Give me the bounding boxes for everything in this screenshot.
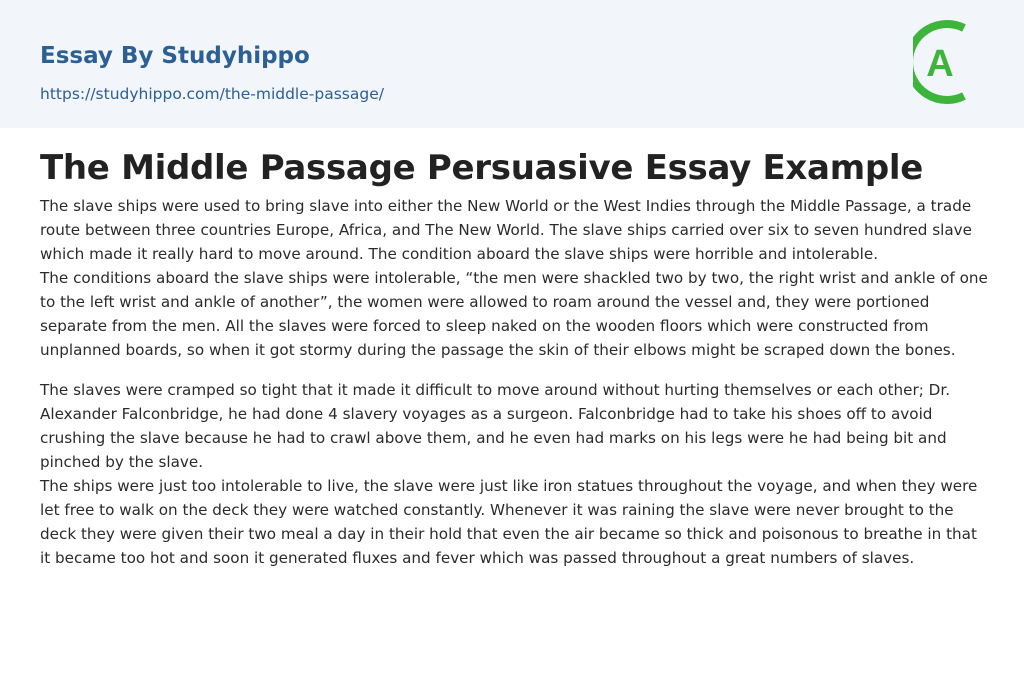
logo-letter: A (926, 43, 954, 85)
essay-paragraph: The conditions aboard the slave ships were intolerable, “the men were shackled two by two, the right wrist and ankle of one to the left wrist and ankle of another”, the women were allowed to roam around the vessel and, they were portioned separate from the men. All the slaves were forced to sleep naked on the wooden floors which were constructed from unplanned boards, so when it got stormy during the passage the skin of their elbows might be scraped down the bones. (40, 269, 988, 359)
essay-paragraph: The ships were just too intolerable to live, the slave were just like iron statues throughout the voyage, and when they were let free to walk on the deck they were watched constantly. Whenever it was raining the slave were never brought to the deck they were given their two meal a day in their hold that even the air became so thick and poisonous to breathe in that it became too hot and soon it generated fluxes and fever which was passed throughout a great numbers of slaves. (40, 477, 978, 567)
site-brand[interactable]: Essay By Studyhippo (40, 43, 310, 69)
essay-paragraph: The slaves were cramped so tight that it made it difficult to move around without hurting themselves or each other; Dr. Alexander Falconbridge, he had done 4 slavery voyages as a surgeon. Falconbridge had to take his shoes off to avoid crushing the slave because he had to crawl above them, and he even had marks on his legs were he had being bit and pinched by the slave. (40, 381, 951, 471)
page-url-link[interactable]: https://studyhippo.com/the-middle-passage/ (40, 85, 384, 103)
essay-paragraph: The slave ships were used to bring slave into either the New World or the West Indies through the Middle Passage, a trade route between three countries Europe, Africa, and The New World. The slave ships carried over six to seven hundred slave which made it really hard to move around. The condition aboard the slave ships were horrible and intolerable. (40, 197, 972, 263)
essay-title: The Middle Passage Persuasive Essay Example (40, 148, 923, 188)
essay-body (40, 194, 988, 570)
site-header (0, 0, 1024, 128)
studyhippo-logo-icon[interactable] (913, 20, 985, 104)
